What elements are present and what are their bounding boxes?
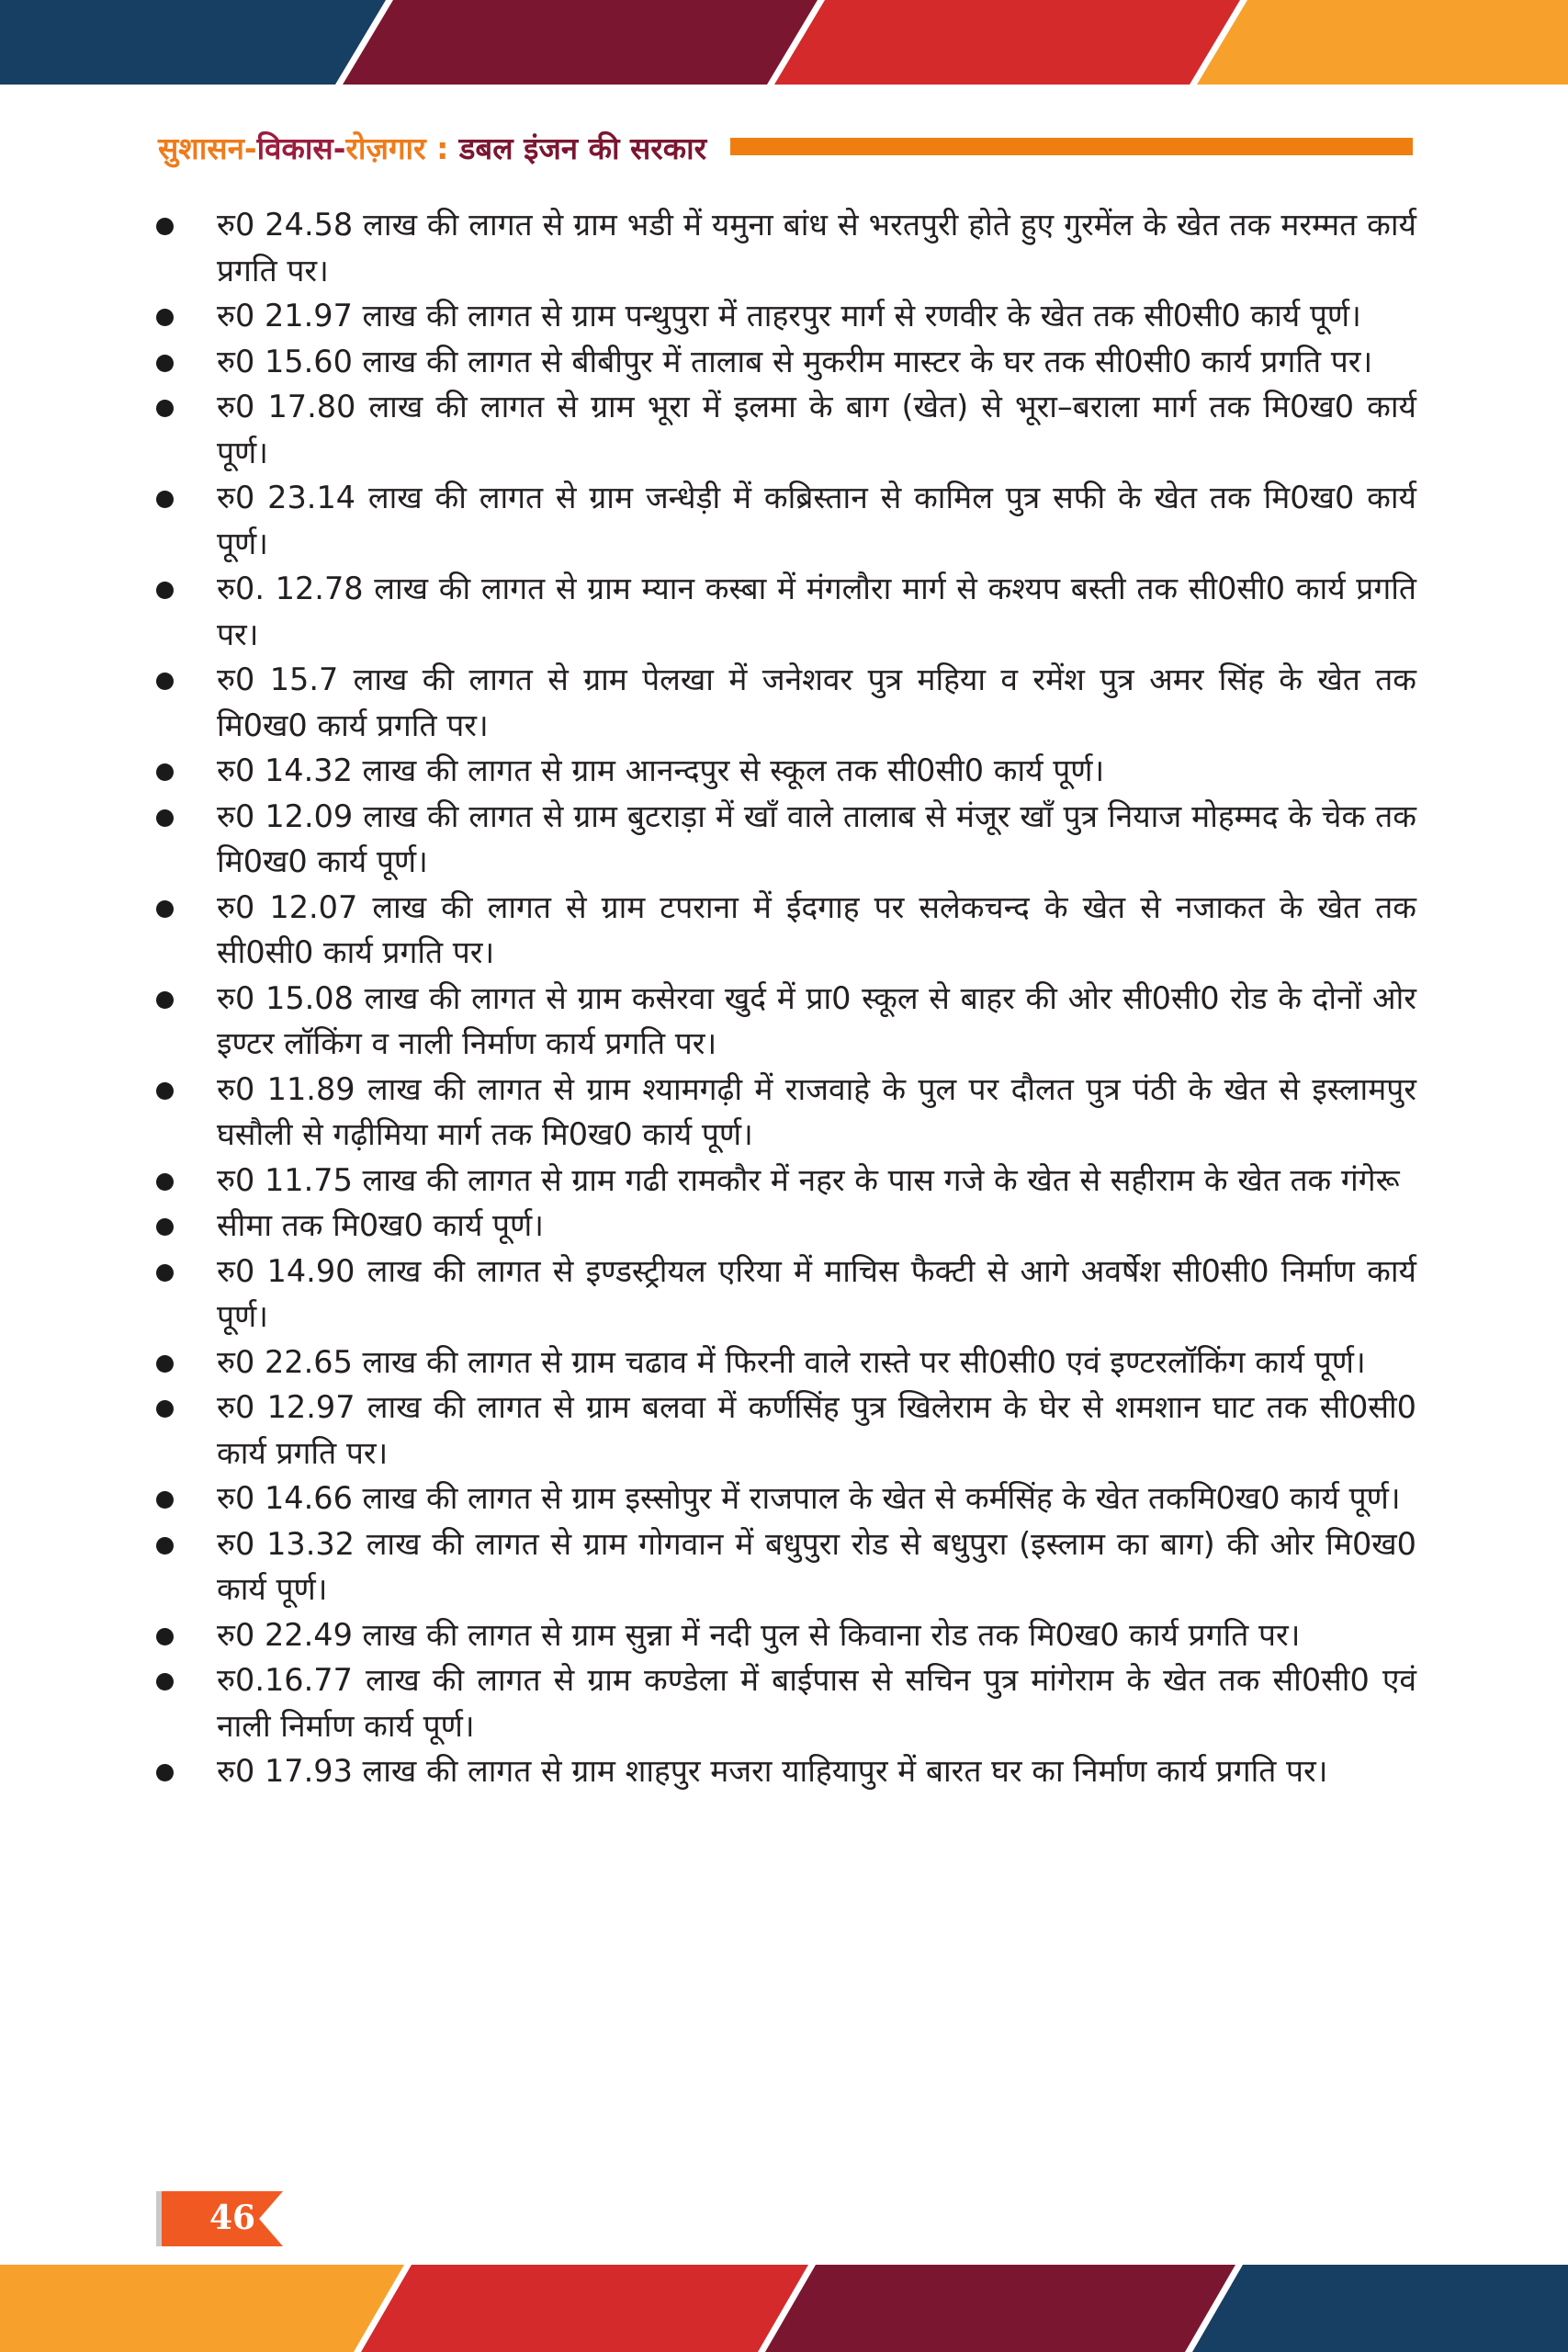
- page-number: 46: [209, 2199, 256, 2237]
- header-title-part-4: डबल इंजन की सरकार: [458, 130, 707, 166]
- header-title: [158, 127, 706, 168]
- header-title-part-1: सुशासन-: [158, 130, 257, 166]
- header-rule: [730, 138, 1413, 155]
- header-title-part-3: रोज़गार :: [345, 130, 459, 166]
- list-item: रु0 17.93 लाख की लागत से ग्राम शाहपुर मजरा याहियापुर में बारत घर का निर्माण कार्य प्रगति पर।: [147, 1748, 1416, 1794]
- list-item: रु0 14.66 लाख की लागत से ग्राम इस्सोपुर में राजपाल के खेत से कर्मसिंह के खेत तकमि0ख0 कार्य पूर्ण।: [147, 1476, 1416, 1521]
- list-item: रु0 12.09 लाख की लागत से ग्राम बुटराड़ा में खाँ वाले तालाब से मंजूर खाँ पुत्र नियाज मोहम्मद के चेक तक मि0ख0 कार्य पूर्ण।: [147, 794, 1416, 885]
- header-title-part-2: विकास-: [256, 130, 346, 166]
- list-item: रु0 11.75 लाख की लागत से ग्राम गढी रामकौर में नहर के पास गजे के खेत से सहीराम के खेत तक गंगेरू: [147, 1158, 1416, 1204]
- list-item: रु0 15.60 लाख की लागत से बीबीपुर में तालाब से मुकरीम मास्टर के घर तक सी0सी0 कार्य प्रगति पर।: [147, 339, 1416, 385]
- list-item: रु0 22.65 लाख की लागत से ग्राम चढाव में फिरनी वाले रास्ते पर सी0सी0 एवं इण्टरलॉकिंग कार्य पूर्ण।: [147, 1340, 1416, 1385]
- list-item: रु0 12.97 लाख की लागत से ग्राम बलवा में कर्णसिंह पुत्र खिलेराम के घेर से शमशान घाट तक सी0सी0 कार्य प्रगति पर।: [147, 1385, 1416, 1476]
- work-items-list: [147, 202, 1416, 1794]
- list-item: रु0 15.7 लाख की लागत से ग्राम पेलखा में जनेशवर पुत्र महिया व रमेंश पुत्र अमर सिंह के खेत तक मि0ख0 कार्य प्रगति पर।: [147, 657, 1416, 748]
- list-item: सीमा तक मि0ख0 कार्य पूर्ण।: [147, 1203, 1416, 1249]
- list-item: रु0.16.77 लाख की लागत से ग्राम कण्डेला में बाईपास से सचिन पुत्र मांगेराम के खेत तक सी0सी0 एवं नाली निर्माण कार्य पूर्ण।: [147, 1657, 1416, 1748]
- list-item: रु0 12.07 लाख की लागत से ग्राम टपराना में ईदगाह पर सलेकचन्द के खेत से नजाकत के खेत तक सी0सी0 कार्य प्रगति पर।: [147, 885, 1416, 976]
- list-item: रु0 13.32 लाख की लागत से ग्राम गोगवान में बधुपुरा रोड से बधुपुरा (इस्लाम का बाग) की ओर मि0ख0 कार्य पूर्ण।: [147, 1521, 1416, 1612]
- list-item: रु0. 12.78 लाख की लागत से ग्राम म्यान कस्बा में मंगलौरा मार्ग से कश्यप बस्ती तक सी0सी0 कार्य प्रगति पर।: [147, 566, 1416, 657]
- list-item: रु0 14.32 लाख की लागत से ग्राम आनन्दपुर से स्कूल तक सी0सी0 कार्य पूर्ण।: [147, 748, 1416, 794]
- top-band-stripes: [0, 0, 1568, 85]
- bottom-decorative-band: [0, 2265, 1568, 2352]
- page-number-tab: [156, 2191, 285, 2246]
- list-item: रु0 24.58 लाख की लागत से ग्राम भडी में यमुना बांध से भरतपुरी होते हुए गुरमेंल के खेत तक मरम्मत कार्य प्रगति पर।: [147, 202, 1416, 293]
- top-decorative-band: [0, 0, 1568, 85]
- list-item: रु0 21.97 लाख की लागत से ग्राम पन्थुपुरा में ताहरपुर मार्ग से रणवीर के खेत तक सी0सी0 कार्य पूर्ण।: [147, 293, 1416, 339]
- list-item: रु0 11.89 लाख की लागत से ग्राम श्यामगढ़ी में राजवाहे के पुल पर दौलत पुत्र पंठी के खेत से इस्लामपुर घसौली से गढ़ीमिया मार्ग तक मि0ख0 कार्य पूर्ण।: [147, 1067, 1416, 1158]
- list-item: रु0 22.49 लाख की लागत से ग्राम सुन्ना में नदी पुल से किवाना रोड तक मि0ख0 कार्य प्रगति पर।: [147, 1612, 1416, 1658]
- list-item: रु0 17.80 लाख की लागत से ग्राम भूरा में इलमा के बाग (खेत) से भूरा–बराला मार्ग तक मि0ख0 कार्य पूर्ण।: [147, 384, 1416, 475]
- list-item: रु0 23.14 लाख की लागत से ग्राम जन्धेड़ी में कब्रिस्तान से कामिल पुत्र सफी के खेत तक मि0ख0 कार्य पूर्ण।: [147, 475, 1416, 566]
- list-item: रु0 14.90 लाख की लागत से इण्डस्ट्रीयल एरिया में माचिस फैक्टी से आगे अवर्षेश सी0सी0 निर्माण कार्य पूर्ण।: [147, 1249, 1416, 1340]
- list-item: रु0 15.08 लाख की लागत से ग्राम कसेरवा खुर्द में प्रा0 स्कूल से बाहर की ओर सी0सी0 रोड के दोनों ओर इण्टर लॉकिंग व नाली निर्माण कार्य प्रगति पर।: [147, 976, 1416, 1067]
- bottom-band-stripes: [0, 2265, 1568, 2352]
